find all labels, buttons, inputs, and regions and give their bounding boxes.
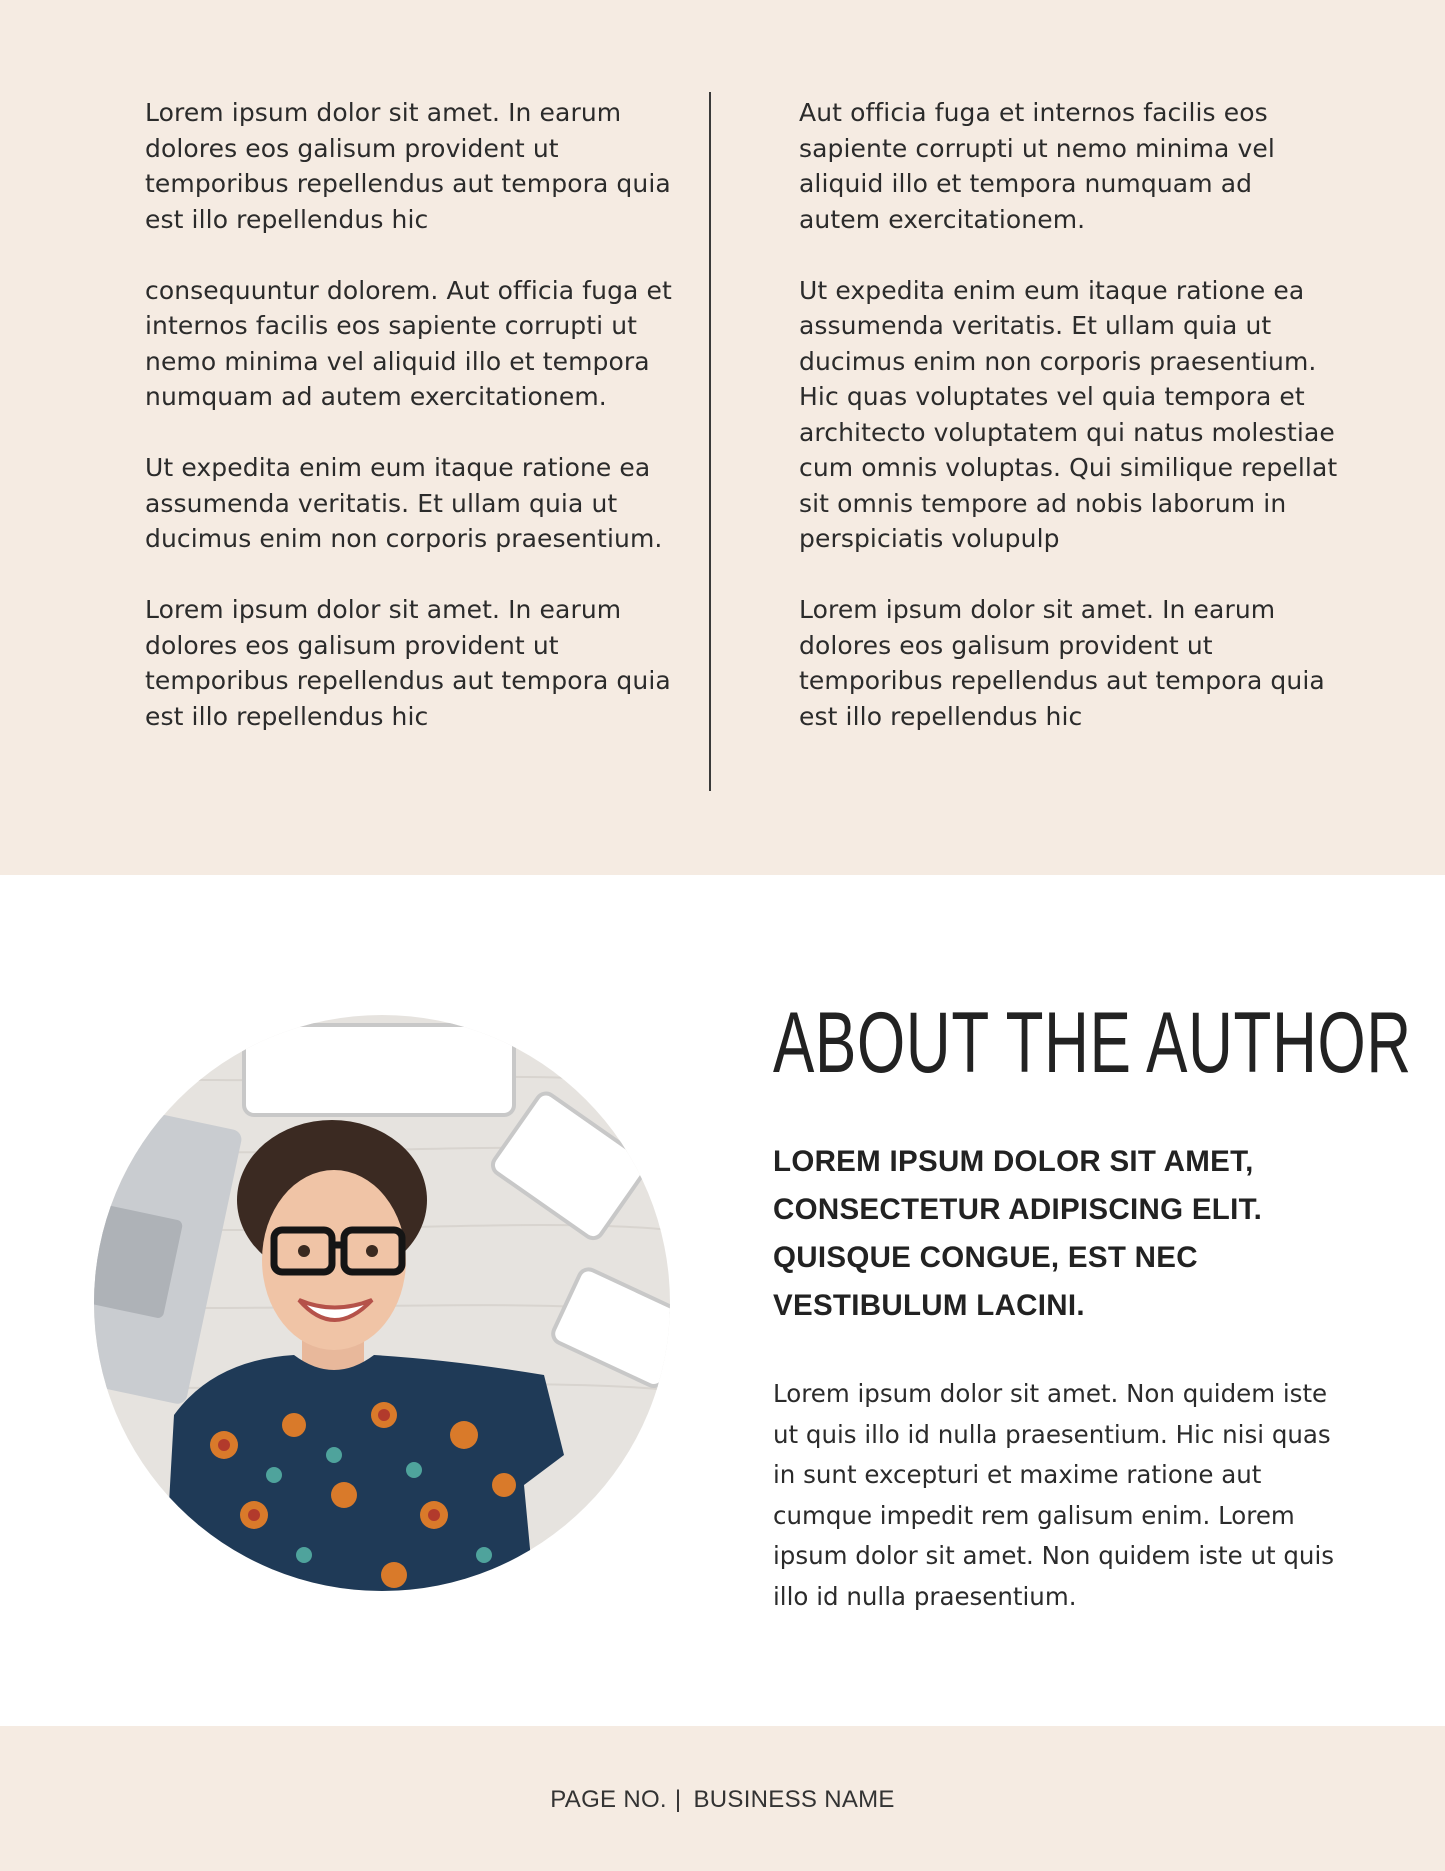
page-footer	[0, 1726, 1445, 1871]
footer-separator: |	[674, 1786, 682, 1813]
page-number-label: PAGE NO.	[550, 1786, 667, 1813]
top-section	[0, 0, 1445, 875]
left-paragraph-1: Lorem ipsum dolor sit amet. In earum dolores eos galisum provident ut temporibus repellendus aut tempora quia est illo repellendus hic	[145, 98, 671, 234]
author-bio: Lorem ipsum dolor sit amet. Non quidem iste ut quis illo id nulla praesentium. Hic nisi quas in sunt excepturi et maxime ratione aut cumque impedit rem galisum enim. Lorem ipsum dolor sit amet. Non quidem iste ut quis illo id nulla praesentium.	[773, 1379, 1335, 1611]
business-name: BUSINESS NAME	[693, 1786, 895, 1813]
right-text-column	[799, 95, 1339, 770]
right-paragraph-2: Ut expedita enim eum itaque ratione ea assumenda veritatis. Et ullam quia ut ducimus enim non corporis praesentium. Hic quas voluptates vel quia tempora et architecto voluptatem qui natus molestiae cum omnis voluptas. Qui similique repellat sit omnis tempore ad nobis laborum in perspiciatis volupulp	[799, 275, 1338, 553]
left-paragraph-4: Lorem ipsum dolor sit amet. In earum dolores eos galisum provident ut temporibus repellendus aut tempora quia est illo repellendus hic	[145, 595, 671, 731]
left-paragraph-2: consequuntur dolorem. Aut officia fuga et internos facilis eos sapiente corrupti ut nemo minima vel aliquid illo et tempora numquam ad autem exercitationem.	[145, 275, 672, 411]
author-photo	[94, 1015, 670, 1591]
right-paragraph-1: Aut officia fuga et internos facilis eos sapiente corrupti ut nemo minima vel aliquid illo et tempora numquam ad autem exercitationem.	[799, 98, 1275, 234]
about-author-heading: ABOUT THE AUTHOR	[773, 995, 1412, 1091]
footer-text	[0, 1786, 1445, 1814]
left-paragraph-3: Ut expedita enim eum itaque ratione ea assumenda veritatis. Et ullam quia ut ducimus enim non corporis praesentium.	[145, 453, 663, 553]
author-photo-illustration	[94, 1015, 670, 1591]
column-divider	[709, 92, 711, 791]
left-text-column	[145, 95, 685, 770]
right-paragraph-3: Lorem ipsum dolor sit amet. In earum dolores eos galisum provident ut temporibus repellendus aut tempora quia est illo repellendus hic	[799, 595, 1325, 731]
author-subheading: LOREM IPSUM DOLOR SIT AMET, CONSECTETUR ADIPISCING ELIT. QUISQUE CONGUE, EST NEC VESTIBULUM LACINI.	[773, 1145, 1263, 1322]
